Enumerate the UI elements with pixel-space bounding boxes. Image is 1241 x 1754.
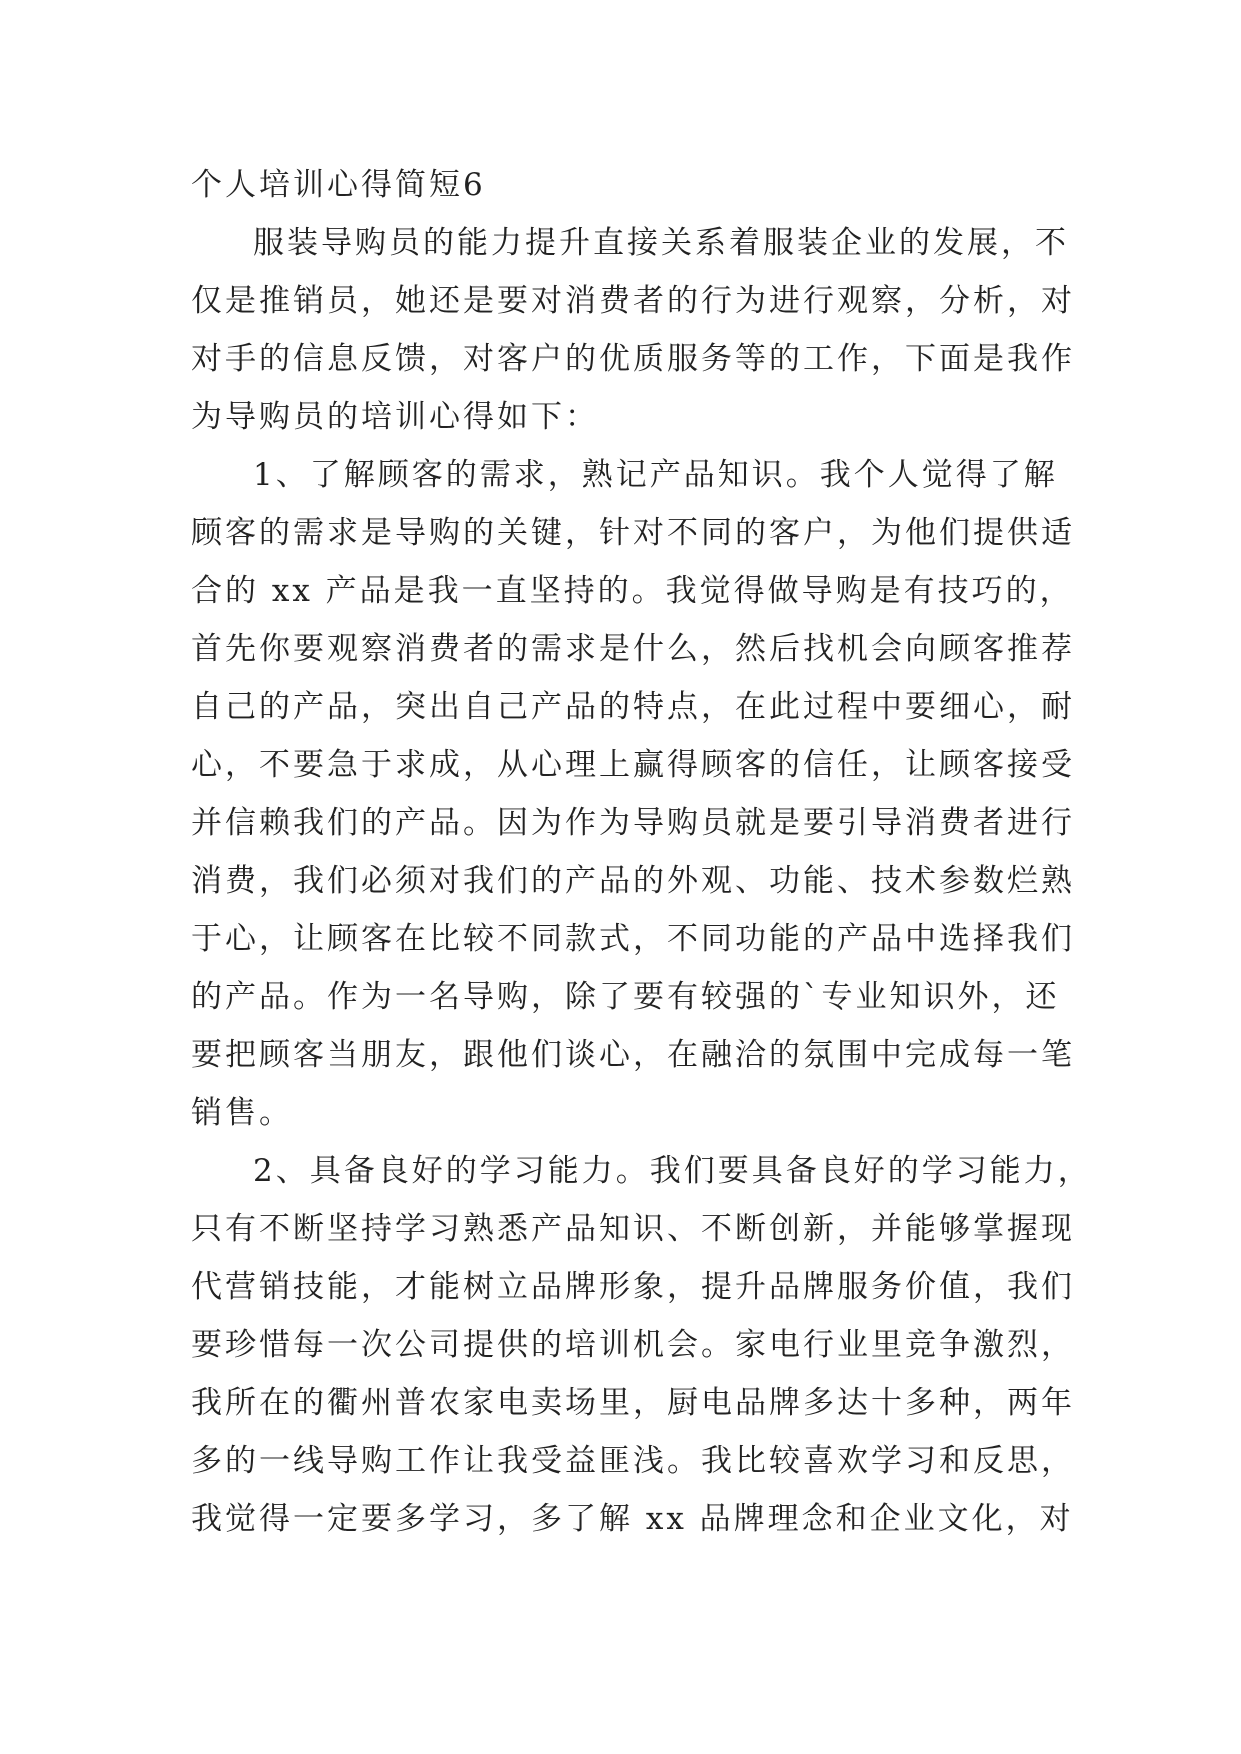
- text-line: 于心，让顾客在比较不同款式，不同功能的产品中选择我们: [191, 921, 1075, 957]
- text-line: 我觉得一定要多学习，多了解 xx 品牌理念和企业文化，对: [191, 1501, 1074, 1537]
- text-line: 多的一线导购工作让我受益匪浅。我比较喜欢学习和反思，: [191, 1443, 1075, 1479]
- text-line: 仅是推销员，她还是要对消费者的行为进行观察，分析，对: [191, 283, 1075, 319]
- text-line: 只有不断坚持学习熟悉产品知识、不断创新，并能够掌握现: [191, 1211, 1075, 1247]
- text-line: 2、具备良好的学习能力。我们要具备良好的学习能力，: [253, 1153, 1092, 1189]
- text-line: 并信赖我们的产品。因为作为导购员就是要引导消费者进行: [191, 805, 1075, 841]
- text-line: 要珍惜每一次公司提供的培训机会。家电行业里竞争激烈，: [191, 1327, 1075, 1363]
- text-line: 销售。: [191, 1095, 293, 1131]
- text-line: 的产品。作为一名导购，除了要有较强的`专业知识外，还: [191, 979, 1060, 1015]
- text-line: 为导购员的培训心得如下：: [191, 399, 599, 435]
- text-line: 我所在的衢州普农家电卖场里，厨电品牌多达十多种，两年: [191, 1385, 1075, 1421]
- document-body: [191, 156, 1092, 1548]
- text-line: 心，不要急于求成，从心理上赢得顾客的信任，让顾客接受: [191, 747, 1075, 783]
- text-line: 自己的产品，突出自己产品的特点，在此过程中要细心，耐: [191, 689, 1075, 725]
- text-line: 对手的信息反馈，对客户的优质服务等的工作，下面是我作: [191, 341, 1075, 377]
- text-line: 消费，我们必须对我们的产品的外观、功能、技术参数烂熟: [191, 863, 1075, 899]
- text-line: 顾客的需求是导购的关键，针对不同的客户，为他们提供适: [191, 515, 1075, 551]
- text-line: 代营销技能，才能树立品牌形象，提升品牌服务价值，我们: [191, 1269, 1075, 1305]
- text-line: 1、了解顾客的需求，熟记产品知识。我个人觉得了解: [253, 457, 1058, 493]
- text-line: 首先你要观察消费者的需求是什么，然后找机会向顾客推荐: [191, 631, 1075, 667]
- text-line: 服装导购员的能力提升直接关系着服装企业的发展，不: [253, 225, 1069, 261]
- text-line: 要把顾客当朋友，跟他们谈心，在融洽的氛围中完成每一笔: [191, 1037, 1075, 1073]
- text-line: 合的 xx 产品是我一直坚持的。我觉得做导购是有技巧的，: [191, 573, 1074, 609]
- document-title: 个人培训心得简短6: [191, 167, 486, 203]
